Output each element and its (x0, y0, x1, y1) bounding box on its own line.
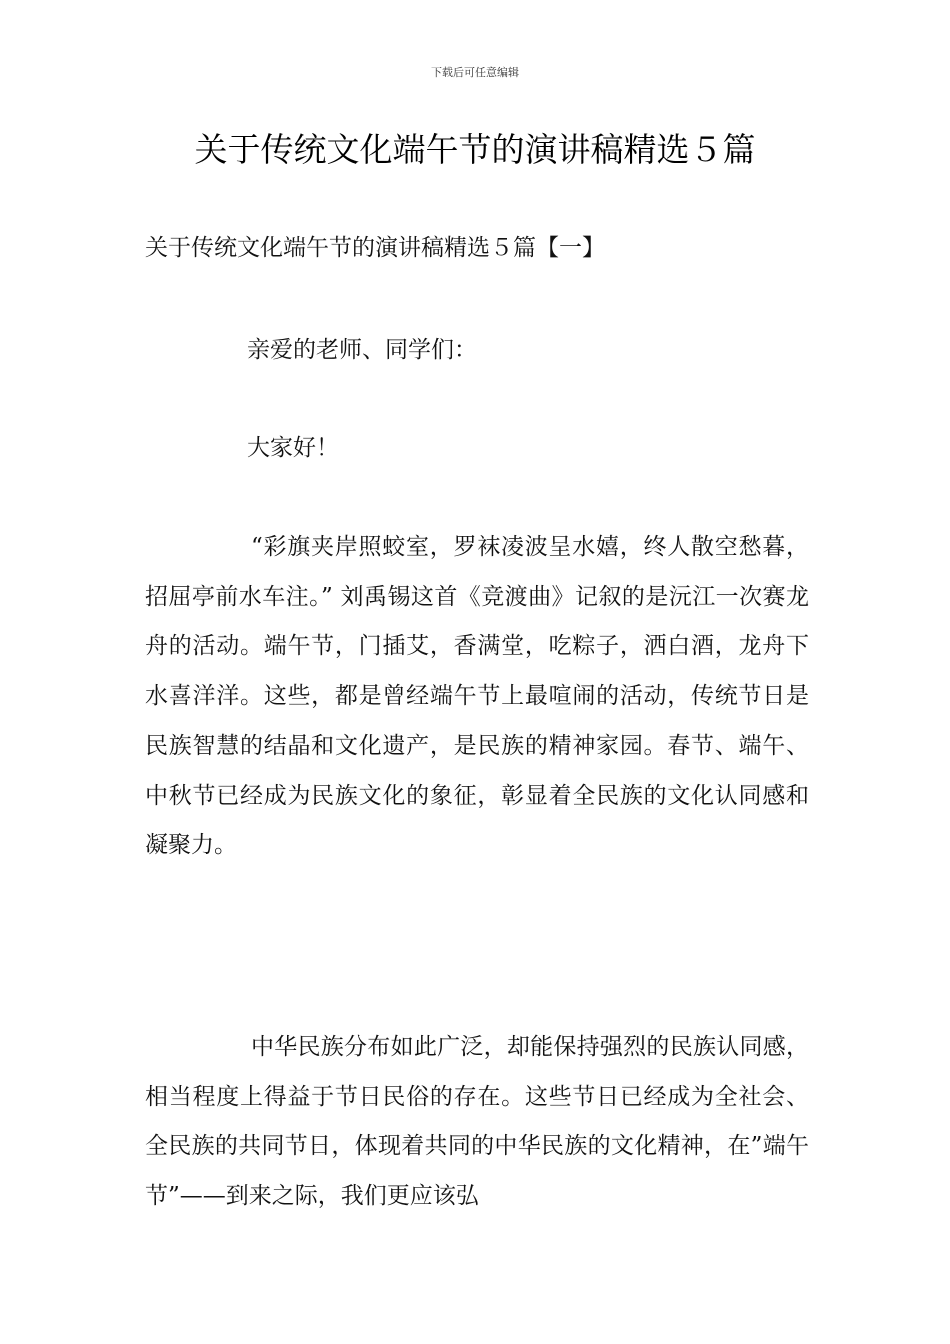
salutation: 亲爱的老师、同学们： (247, 337, 477, 363)
paragraph-2: 中华民族分布如此广泛，却能保持强烈的民族认同感，相当程度上得益于节日民俗的存在。这些节日已经成为全社会、全民族的共同节日，体现着共同的中华民族的文化精神，在”端午节”——到来之际，我们更应该弘 (145, 1034, 809, 1210)
greeting: 大家好！ (247, 435, 339, 461)
document-title: 关于传统文化端午节的演讲稿精选５篇 (194, 130, 756, 169)
paragraph-1: “彩旗夹岸照蛟室，罗袜凌波呈水嬉，终人散空愁暮， 招屈亭前水车注。” 刘禹锡这首《竞渡曲》记叙的是沅江一次赛龙舟的活动。端午节，门插艾，香满堂，吃粽子，洒白酒，龙舟下水喜洋洋。这些，都是曾经端午节上最喧闹的活动，传统节日是民族智慧的结晶和文化遗产，是民族的精神家园。春节、端午、中秋节已经成为民族文化的象征，彰显着全民族的文化认同感和凝聚力。 (145, 534, 809, 859)
page-header-note: 下载后可任意编辑 (431, 66, 519, 79)
section-heading: 关于传统文化端午节的演讲稿精选５篇【一】 (145, 235, 605, 261)
